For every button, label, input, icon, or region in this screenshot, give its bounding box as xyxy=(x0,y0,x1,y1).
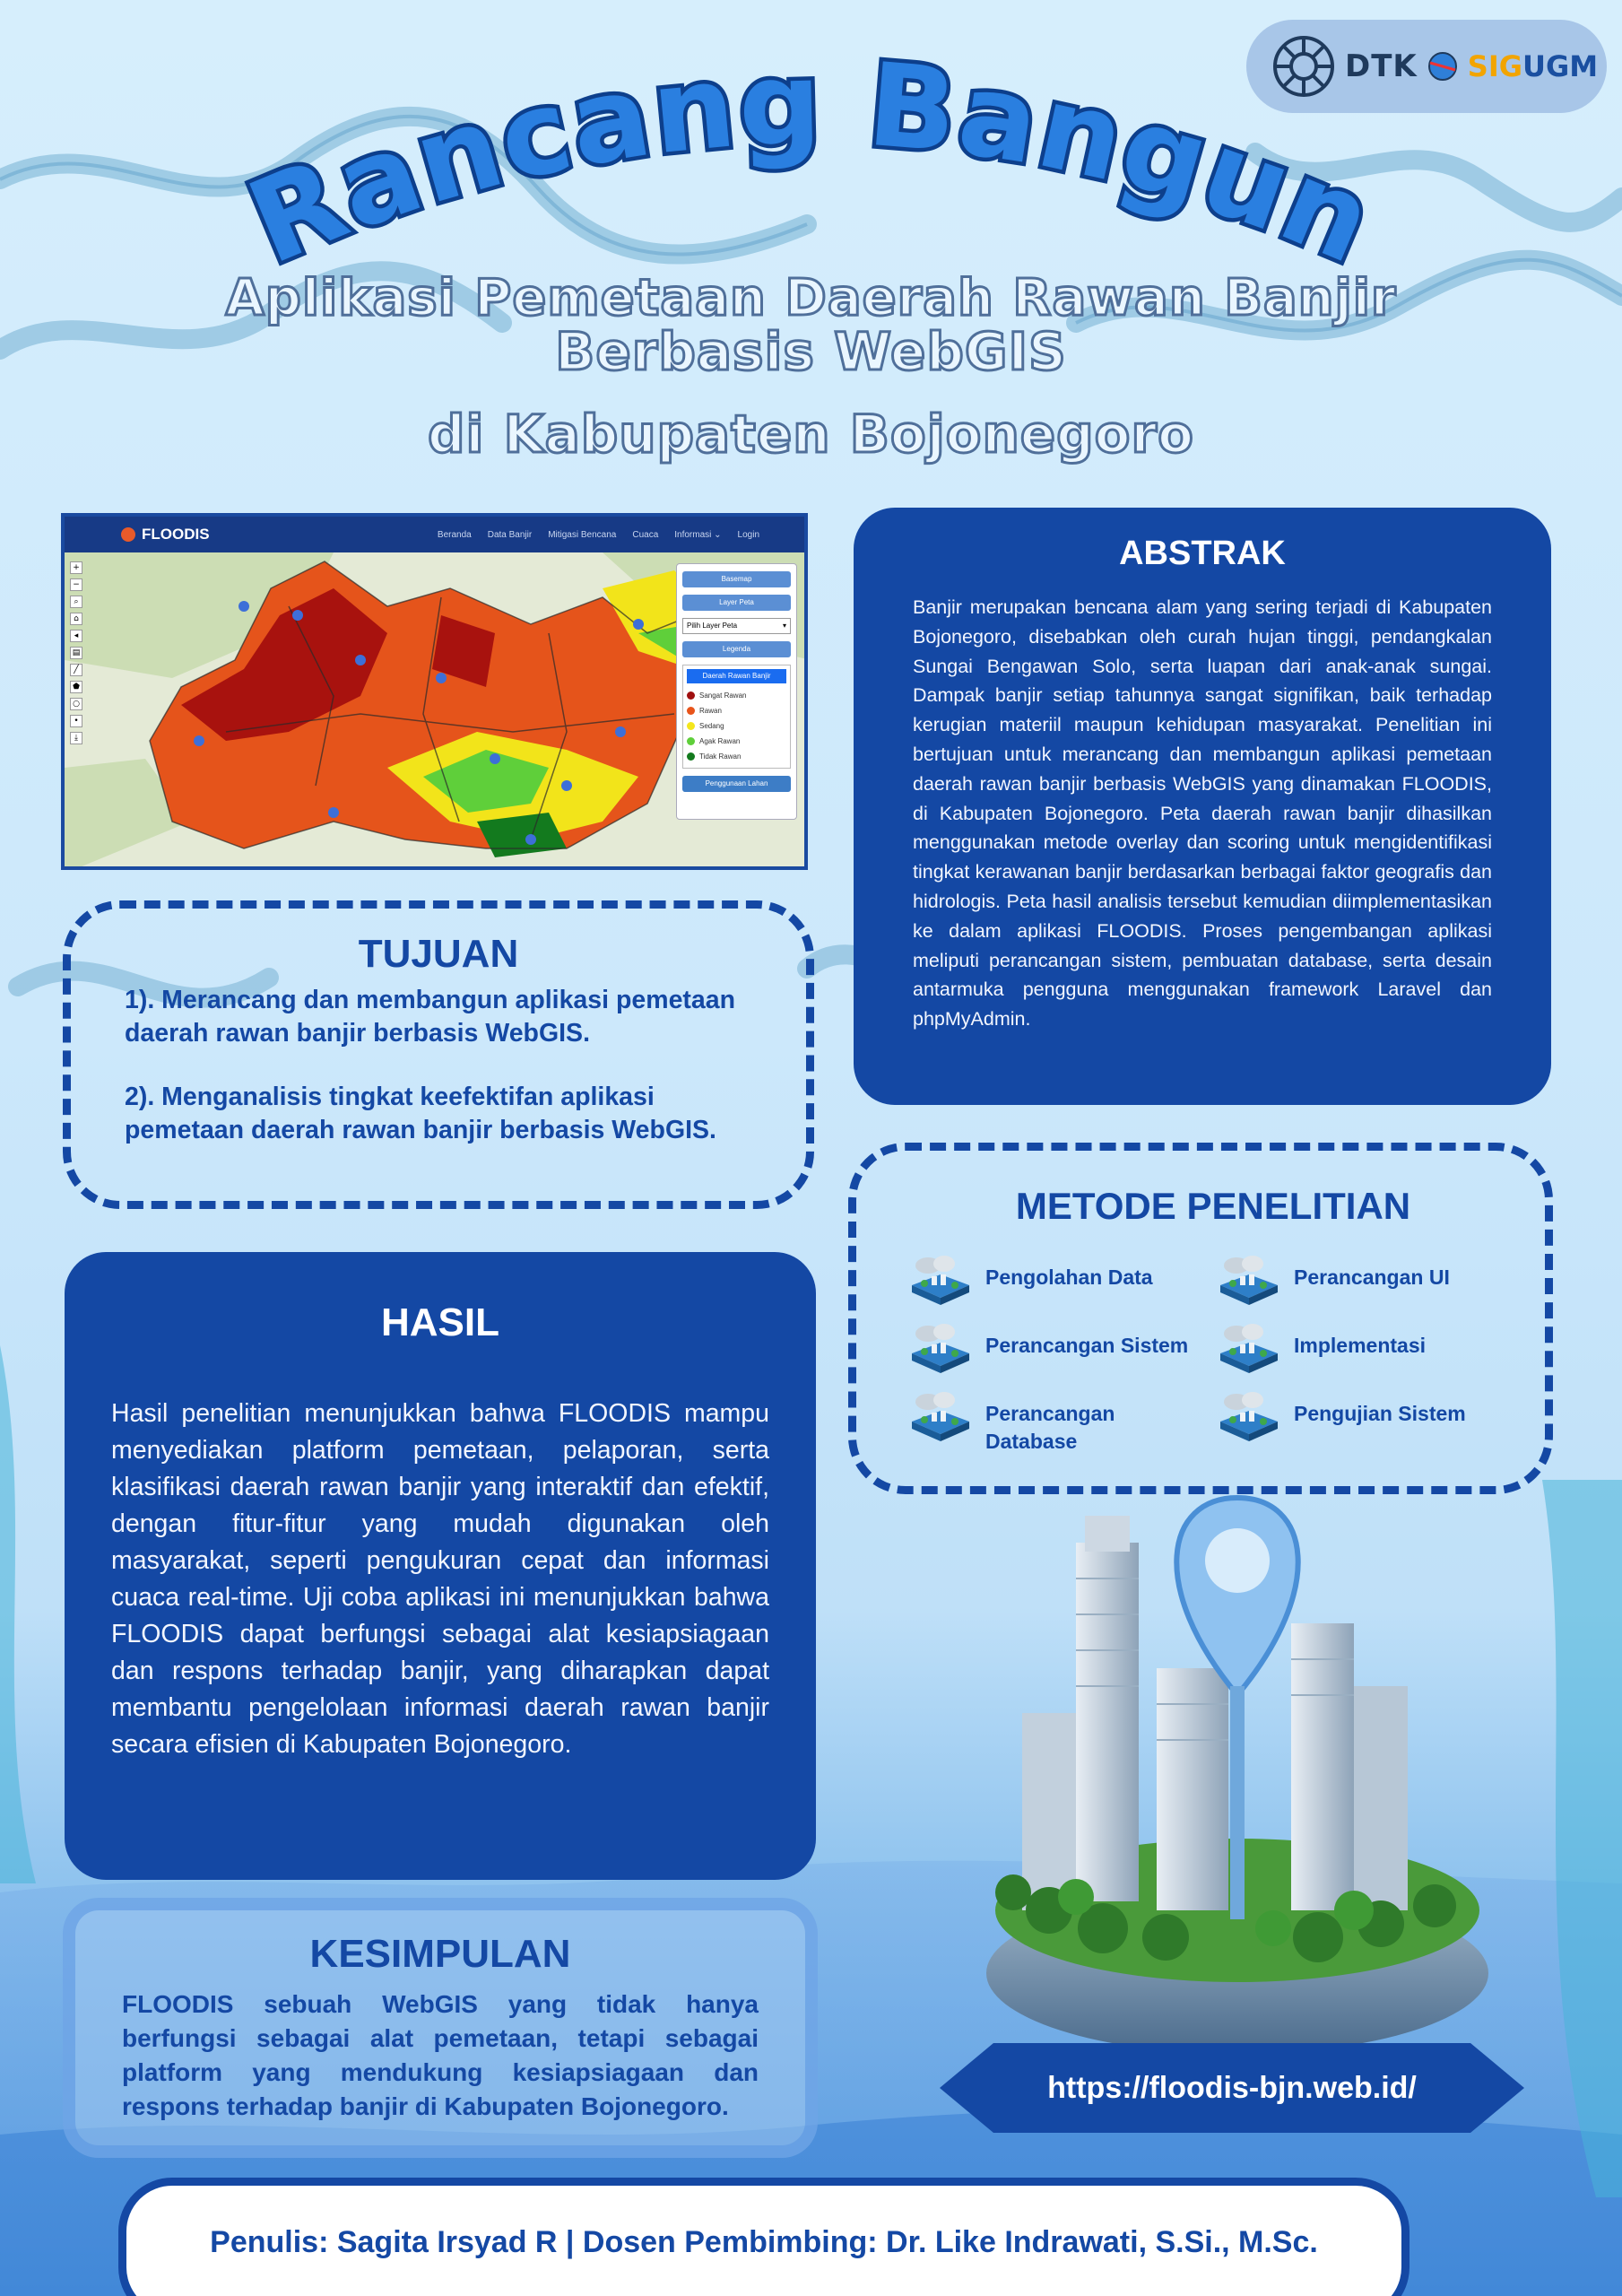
map-nav-link[interactable]: Data Banjir xyxy=(487,529,533,540)
floodis-logo-icon xyxy=(120,526,136,543)
basemap-button[interactable]: Basemap xyxy=(682,571,791,587)
layer-select[interactable] xyxy=(682,618,791,634)
layer-button[interactable]: Layer Peta xyxy=(682,595,791,611)
author-credits: Penulis: Sagita Irsyad R | Dosen Pembimbing: Dr. Like Indrawati, S.Si., M.Sc. xyxy=(210,2225,1318,2259)
city-server-icon xyxy=(1217,1321,1281,1375)
legend-item: Sedang xyxy=(687,718,786,734)
zoom-out-icon[interactable]: − xyxy=(70,578,82,591)
title-line-1: Aplikasi Pemetaan Daerah Rawan Banjir xyxy=(225,269,1397,327)
method-label: Perancangan UI xyxy=(1294,1265,1450,1289)
method-label: Implementasi xyxy=(1294,1334,1426,1357)
home-icon[interactable]: ⌂ xyxy=(70,613,82,625)
author-footer xyxy=(118,2178,1409,2296)
map-nav-links xyxy=(438,530,759,540)
map-toolbar xyxy=(70,561,84,749)
methods-section xyxy=(848,1143,1553,1494)
abstract-section xyxy=(854,508,1551,1105)
legend-swatch xyxy=(687,707,695,715)
map-nav-link[interactable]: Cuaca xyxy=(632,529,659,540)
map-nav-link[interactable]: Beranda xyxy=(437,529,472,540)
legend-swatch xyxy=(687,691,695,700)
draw-circle-icon[interactable]: ○ xyxy=(70,698,82,710)
flood-legend xyxy=(682,665,791,769)
legend-swatch xyxy=(687,737,695,745)
conclusion-body: FLOODIS sebuah WebGIS yang tidak hanya berfungsi sebagai alat pemetaan, tetapi sebagai platform yang mendukung kesiapsiagaan dan respons terhadap banjir di Kabupaten Bojonegoro. xyxy=(122,1990,759,2120)
title-line-3: di Kabupaten Bojonegoro xyxy=(428,404,1194,465)
chevron-down-icon: ▾ xyxy=(782,622,786,630)
legend-button[interactable]: Legenda xyxy=(682,641,791,657)
results-body: Hasil penelitian menunjukkan bahwa FLOODIS mampu menyediakan platform pemetaan, pelaporan, serta klasifikasi daerah rawan banjir yang interaktif dan efektif, dengan fitur-fitur yang mudah digunakan oleh masyarakat, seperti pengukuran cepat dan informasi cuaca real-time. Uji coba aplikasi ini menunjukkan bahwa FLOODIS dapat berfungsi sebagai alat kesiapsiagaan dan respons terhadap banjir, yang diharapkan dapat membantu pengelolaan informasi daerah rawan banjir secara efisien di Kabupaten Bojonegoro. xyxy=(111,1399,769,1759)
conclusion-section xyxy=(63,1898,818,2158)
city-server-icon xyxy=(908,1321,973,1375)
method-label: Perancangan Sistem xyxy=(985,1334,1189,1357)
method-item xyxy=(1217,1321,1525,1386)
title-line-2: Berbasis WebGIS xyxy=(555,321,1067,382)
search-icon[interactable]: ⌕ xyxy=(70,596,82,608)
locate-icon[interactable]: ◂ xyxy=(70,630,82,642)
method-item xyxy=(1217,1389,1525,1454)
map-nav-link[interactable]: Informasi ⌄ xyxy=(674,529,722,540)
map-nav-link[interactable]: Mitigasi Bencana xyxy=(548,529,617,540)
main-title xyxy=(0,27,1622,296)
download-icon[interactable]: ⤓ xyxy=(70,732,82,744)
legend-swatch xyxy=(687,752,695,761)
map-side-panel xyxy=(676,563,797,820)
map-brand: FLOODIS xyxy=(142,526,210,543)
city-server-icon xyxy=(908,1389,973,1443)
draw-line-icon[interactable]: ╱ xyxy=(70,664,82,676)
results-section xyxy=(65,1252,816,1880)
objective-item: 2). Menganalisis tingkat keefektifan aplikasi pemetaan daerah rawan banjir berbasis WebGIS. xyxy=(125,1083,716,1144)
legend-item: Sangat Rawan xyxy=(687,688,786,703)
objective-item: 1). Merancang dan membangun aplikasi pemetaan daerah rawan banjir berbasis WebGIS. xyxy=(125,986,736,1048)
floodis-map-screenshot xyxy=(61,513,808,870)
results-heading: HASIL xyxy=(381,1300,499,1344)
zoom-in-icon[interactable]: + xyxy=(70,561,82,574)
city-server-icon xyxy=(1217,1253,1281,1307)
map-navbar xyxy=(65,517,804,552)
legend-item: Tidak Rawan xyxy=(687,749,786,764)
method-label: Pengolahan Data xyxy=(985,1265,1153,1289)
method-label: Pengujian Sistem xyxy=(1294,1402,1466,1425)
conclusion-heading: KESIMPULAN xyxy=(309,1932,571,1976)
city-server-icon xyxy=(908,1253,973,1307)
sigugm-logo: SIGUGM xyxy=(1467,49,1599,83)
draw-polygon-icon[interactable]: ⬟ xyxy=(70,681,82,693)
method-item xyxy=(908,1321,1217,1386)
legend-swatch xyxy=(687,722,695,730)
method-label: Perancangan Database xyxy=(985,1402,1115,1453)
marker-icon[interactable]: • xyxy=(70,715,82,727)
map-nav-link[interactable]: Login xyxy=(737,529,759,540)
method-item xyxy=(908,1253,1217,1318)
website-link[interactable]: https://floodis-bjn.web.id/ xyxy=(1047,2071,1417,2105)
methods-heading: METODE PENELITIAN xyxy=(1015,1185,1411,1227)
methods-grid xyxy=(908,1253,1518,1470)
layer-select-value: Pilih Layer Peta xyxy=(687,622,738,630)
objectives-heading: TUJUAN xyxy=(358,932,519,976)
svg-text:Rancang Bangun: Rancang Bangun xyxy=(230,37,1392,291)
landuse-button[interactable]: Penggunaan Lahan xyxy=(682,776,791,792)
layers-icon[interactable]: ▤ xyxy=(70,647,82,659)
city-server-icon xyxy=(1217,1389,1281,1443)
legend-item: Agak Rawan xyxy=(687,734,786,749)
abstract-body: Banjir merupakan bencana alam yang sering terjadi di Kabupaten Bojonegoro, disebabkan oleh curah hujan tinggi, pendangkalan Sungai Bengawan Solo, serta luapan dari anak-anak sungai. Dampak banjir setiap tahunnya sangat signifikan, baik terhadap kerugian materiil maupun kehidupan masyarakat. Penelitian ini bertujuan untuk merancang dan membangun aplikasi pemetaan daerah rawan banjir berbasis WebGIS yang dinamakan FLOODIS, di Kabupaten Bojonegoro. Peta daerah rawan banjir dihasilkan menggunakan metode overlay dan scoring untuk mengidentifikasi tingkat kerawanan banjir berdasarkan berbagai faktor geografis dan hidrologis. Peta hasil analisis tersebut kemudian diimplementasikan ke dalam aplikasi FLOODIS. Proses pengembangan aplikasi meliputi perancangan sistem, pembuatan database, serta desain antarmuka pengguna menggunakan framework Laravel dan phpMyAdmin. xyxy=(913,596,1492,1031)
method-item xyxy=(1217,1253,1525,1318)
abstract-heading: ABSTRAK xyxy=(1119,535,1286,572)
method-item xyxy=(908,1389,1217,1470)
smart-city-illustration xyxy=(932,1489,1542,2063)
legend-title: Daerah Rawan Banjir xyxy=(687,669,786,683)
dtk-logo: DTK xyxy=(1345,48,1418,84)
objectives-section xyxy=(63,900,814,1209)
legend-item: Rawan xyxy=(687,703,786,718)
